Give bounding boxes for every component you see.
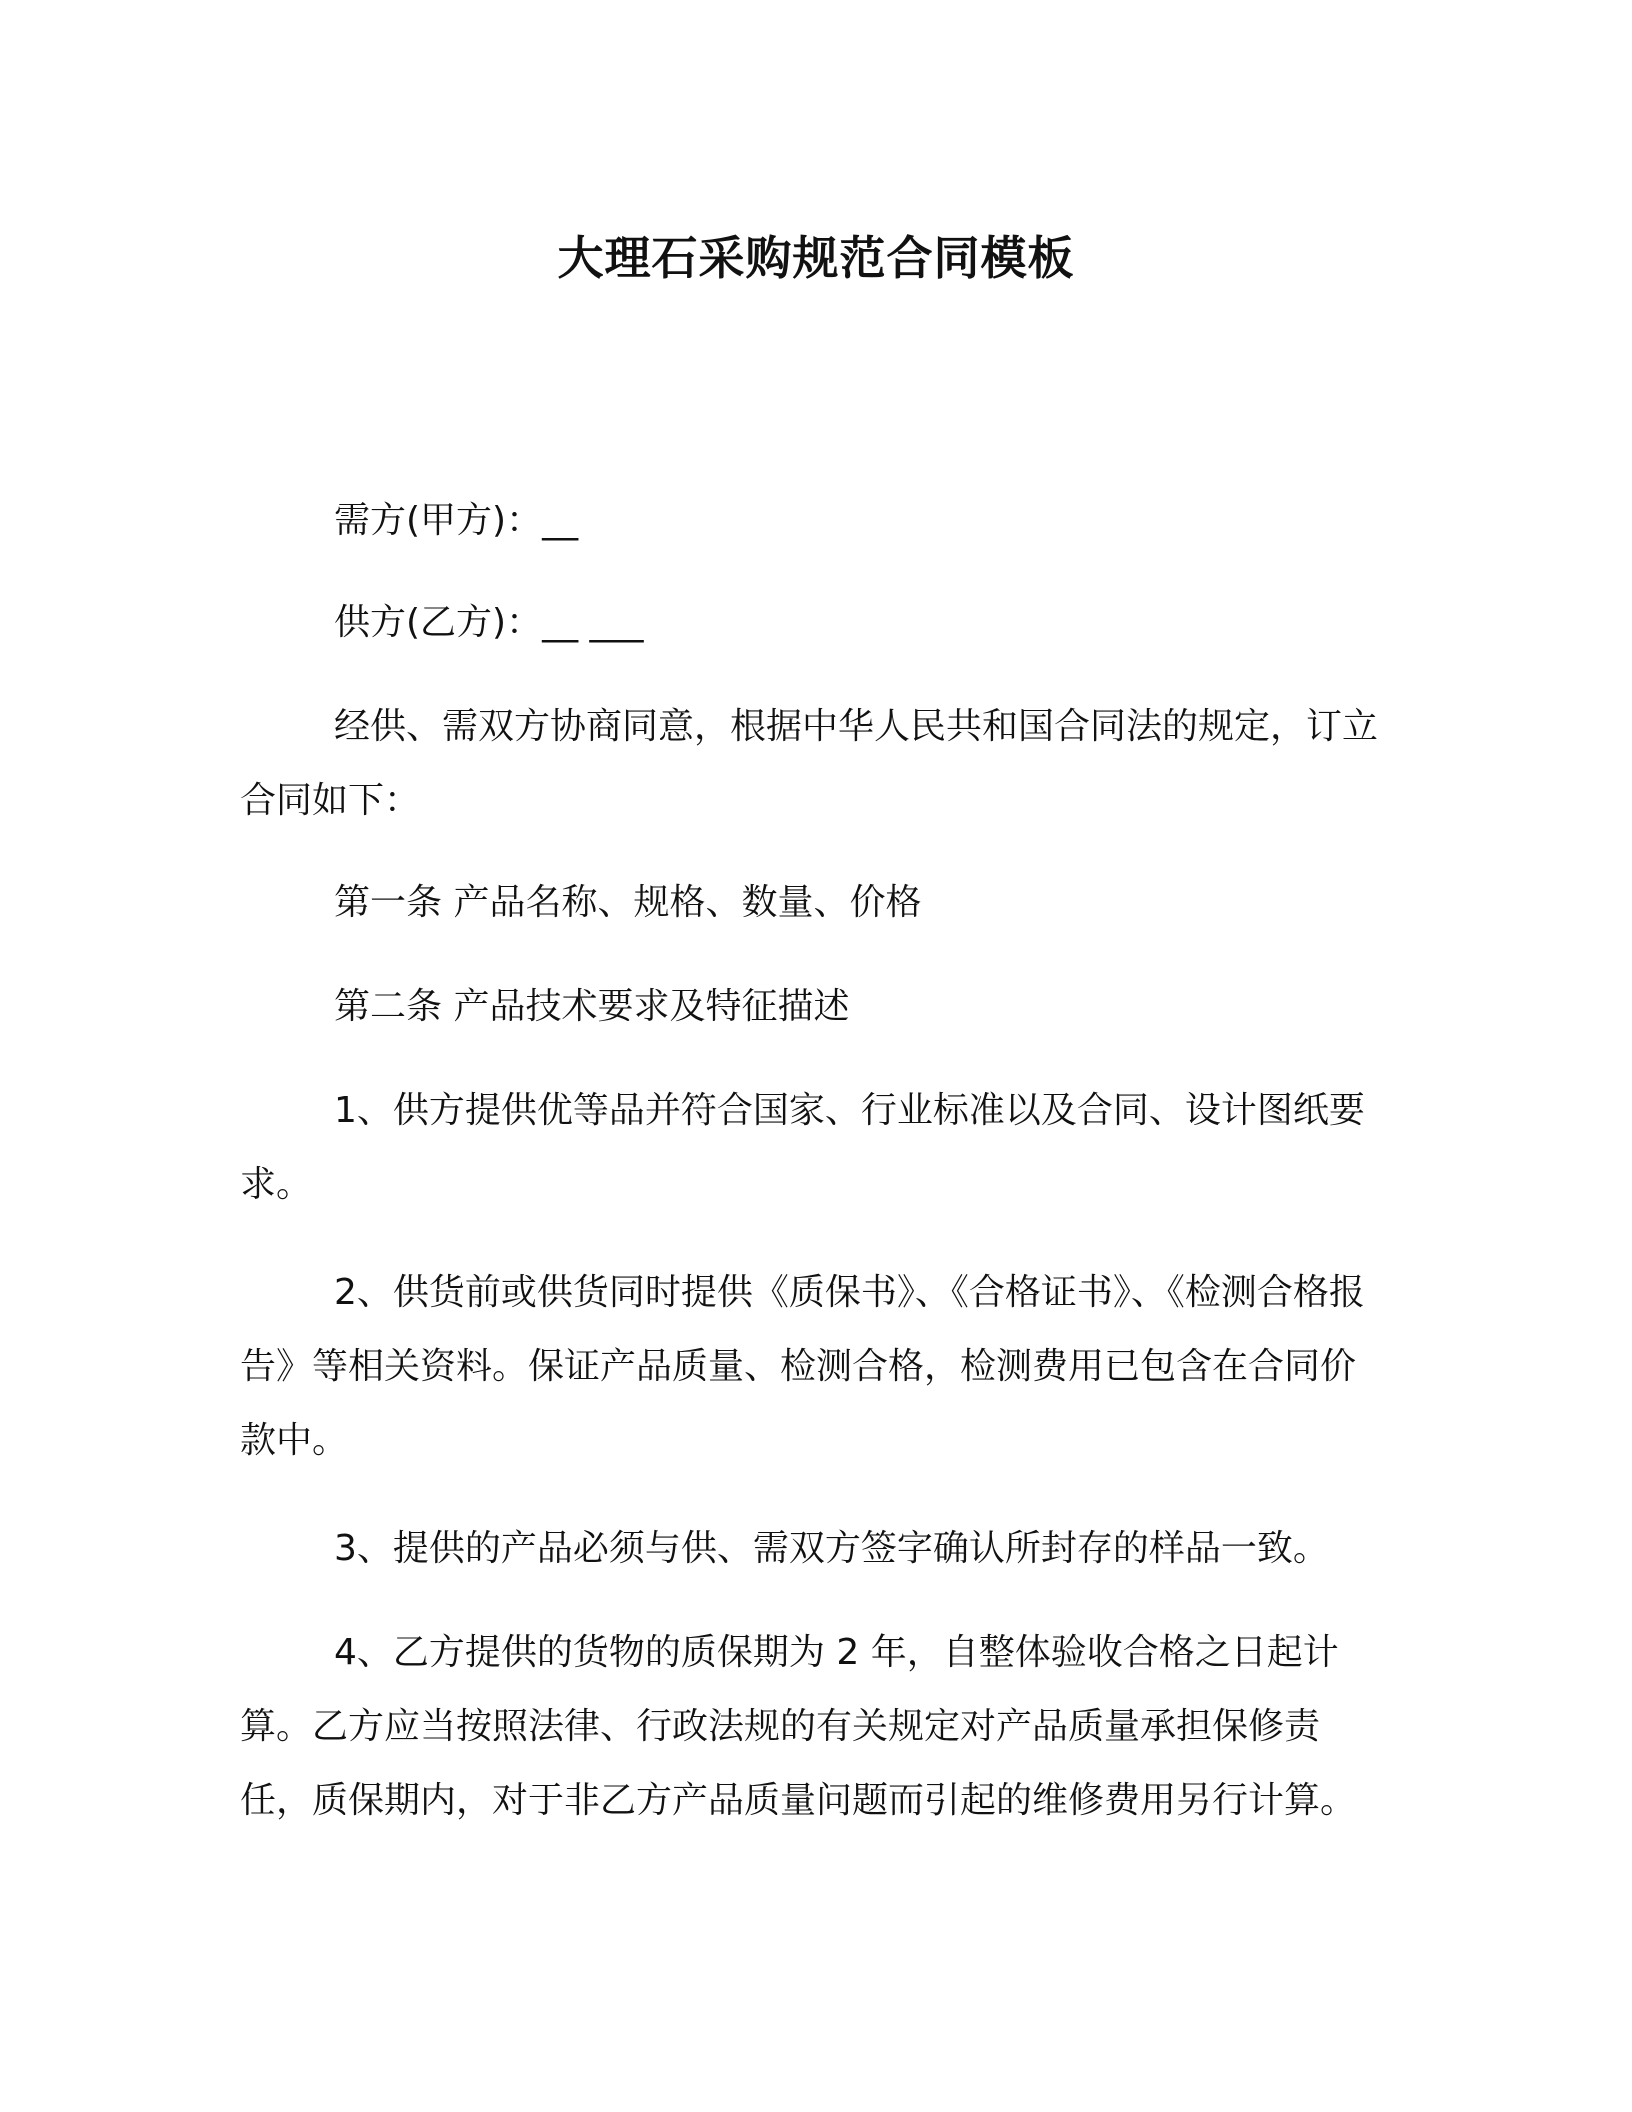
- article-2-heading: 第二条 产品技术要求及特征描述: [334, 986, 850, 1027]
- clause-4-paragraph: 4、乙方提供的货物的质保期为 2 年，自整体验收合格之日起计算。乙方应当按照法律、行政法规的有关规定对产品质量承担保修责任，质保期内，对于非乙方产品质量问题而引起的维修费用另行计算。: [240, 1632, 1357, 1821]
- clause-1-paragraph: 1、供方提供优等品并符合国家、行业标准以及合同、设计图纸要求。: [240, 1090, 1365, 1205]
- article-1-heading: 第一条 产品名称、规格、数量、价格: [334, 882, 922, 923]
- party-a-line: 需方(甲方)：__: [334, 500, 579, 541]
- document-title: 大理石采购规范合同模板: [557, 231, 1075, 285]
- preamble-paragraph: 经供、需双方协商同意，根据中华人民共和国合同法的规定，订立合同如下：: [240, 706, 1379, 821]
- clause-2-paragraph: 2、供货前或供货同时提供《质保书》、《合格证书》、《检测合格报告》等相关资料。保证产品质量、检测合格，检测费用已包含在合同价款中。: [240, 1272, 1365, 1461]
- clause-3-paragraph: 3、提供的产品必须与供、需双方签字确认所封存的样品一致。: [334, 1528, 1329, 1569]
- party-b-line: 供方(乙方)：__ ___: [334, 602, 644, 643]
